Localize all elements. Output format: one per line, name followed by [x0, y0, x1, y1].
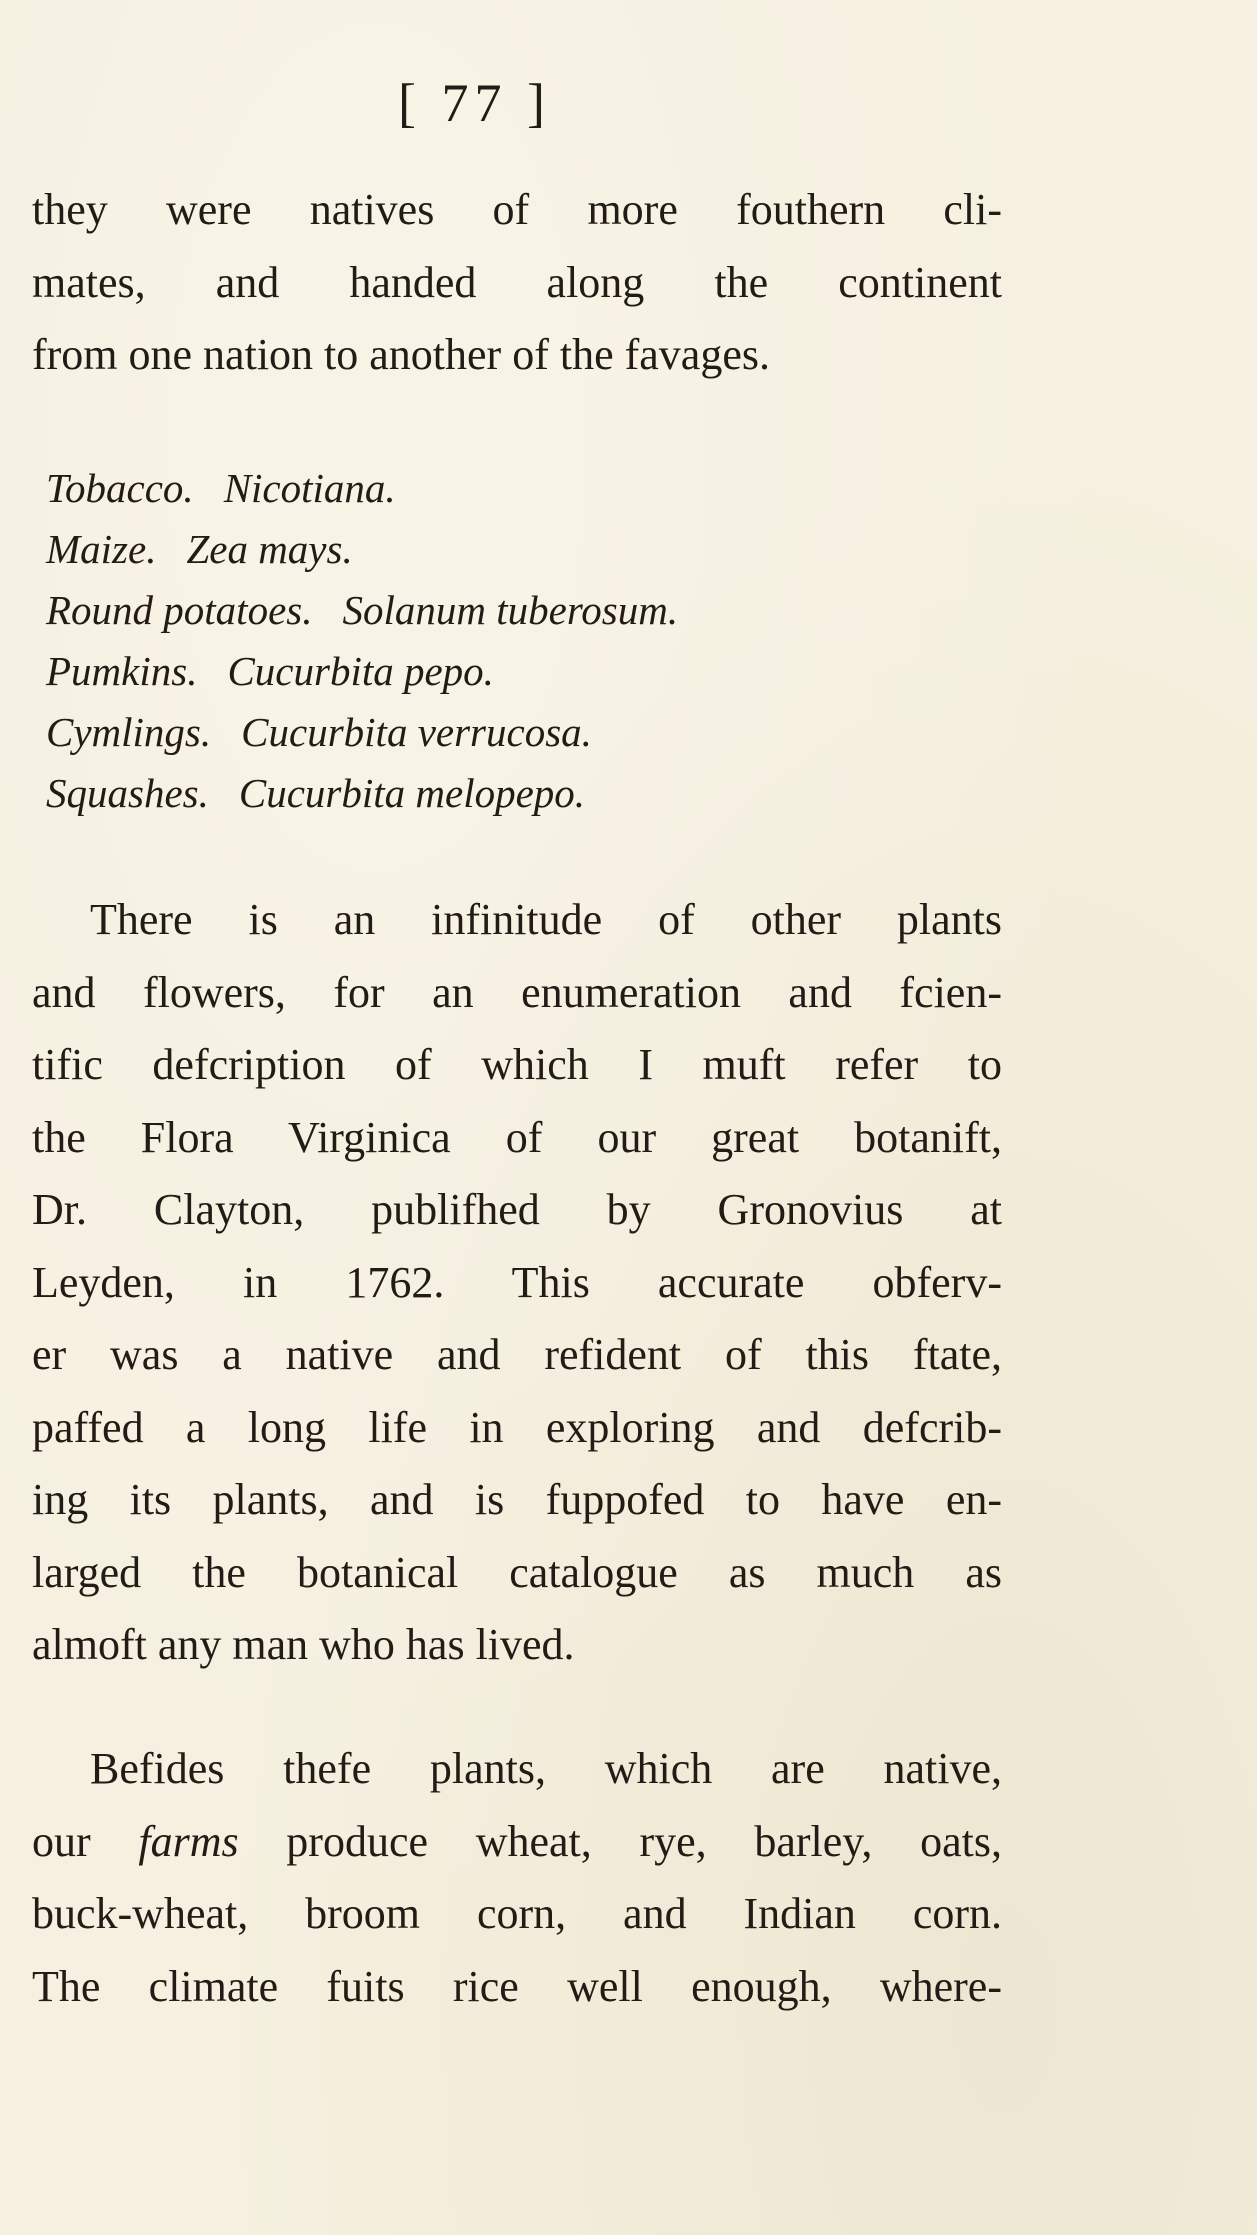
plant-list-item [46, 641, 946, 702]
plant-common-name: Round potatoes. [46, 587, 313, 633]
plant-latin-name: Solanum tuberosum. [342, 587, 679, 633]
plant-list-item [46, 458, 946, 519]
plant-latin-name: Cucurbita melopepo. [238, 770, 586, 816]
plant-list-item [46, 580, 946, 641]
plant-latin-name: Zea mays. [186, 526, 353, 572]
text-line: The climate fuits rice well enough, where- [32, 1961, 1002, 2011]
text-line: they were natives of more fouthern cli- [32, 185, 1002, 234]
text-line: from one nation to another of the favages. [32, 330, 770, 379]
text-segment: our [32, 1816, 139, 1866]
plant-common-name: Squashes. [46, 770, 209, 816]
paragraph-flora-virginica [32, 884, 1002, 1682]
plant-latin-name: Cucurbita verrucosa. [241, 709, 592, 755]
italic-emphasis: farms [138, 1816, 239, 1866]
plant-common-name: Pumkins. [46, 648, 198, 694]
plant-latin-name: Cucurbita pepo. [227, 648, 494, 694]
plant-list [46, 458, 946, 824]
plant-common-name: Tobacco. [46, 465, 194, 511]
text-line: mates, and handed along the continent [32, 257, 1002, 307]
plant-list-item [46, 519, 946, 580]
text-line: larged the botanical catalogue as much as [32, 1547, 1002, 1597]
paragraph-farm-produce [32, 1733, 1002, 2023]
text-line: er was a native and refident of this ftate, [32, 1330, 1002, 1379]
plant-list-item [46, 763, 946, 824]
plant-common-name: Maize. [46, 526, 157, 572]
plant-latin-name: Nicotiana. [223, 465, 396, 511]
text-line [32, 1806, 1002, 1879]
plant-list-item [46, 702, 946, 763]
text-line: Leyden, in 1762. This accurate obferv- [32, 1257, 1002, 1307]
text-line: buck-wheat, broom corn, and Indian corn. [32, 1889, 1002, 1938]
text-line: Befides thefe plants, which are native, [90, 1744, 1002, 1793]
text-line: and flowers, for an enumeration and fcien- [32, 967, 1002, 1017]
text-line: Dr. Clayton, publifhed by Gronovius at [32, 1185, 1002, 1234]
text-line: There is an infinitude of other plants [90, 895, 1002, 944]
text-line: almoft any man who has lived. [32, 1620, 575, 1669]
text-line: tific defcription of which I muft refer to [32, 1040, 1002, 1089]
paragraph-continuation [32, 174, 1002, 392]
text-line: the Flora Virginica of our great botanift, [32, 1112, 1002, 1162]
text-line: paffed a long life in exploring and defcrib- [32, 1402, 1002, 1452]
text-line: ing its plants, and is fuppofed to have en- [32, 1475, 1002, 1524]
plant-common-name: Cymlings. [46, 709, 212, 755]
text-segment: produce wheat, rye, barley, oats, [238, 1816, 1003, 1866]
page-number: [ 77 ] [398, 73, 551, 133]
